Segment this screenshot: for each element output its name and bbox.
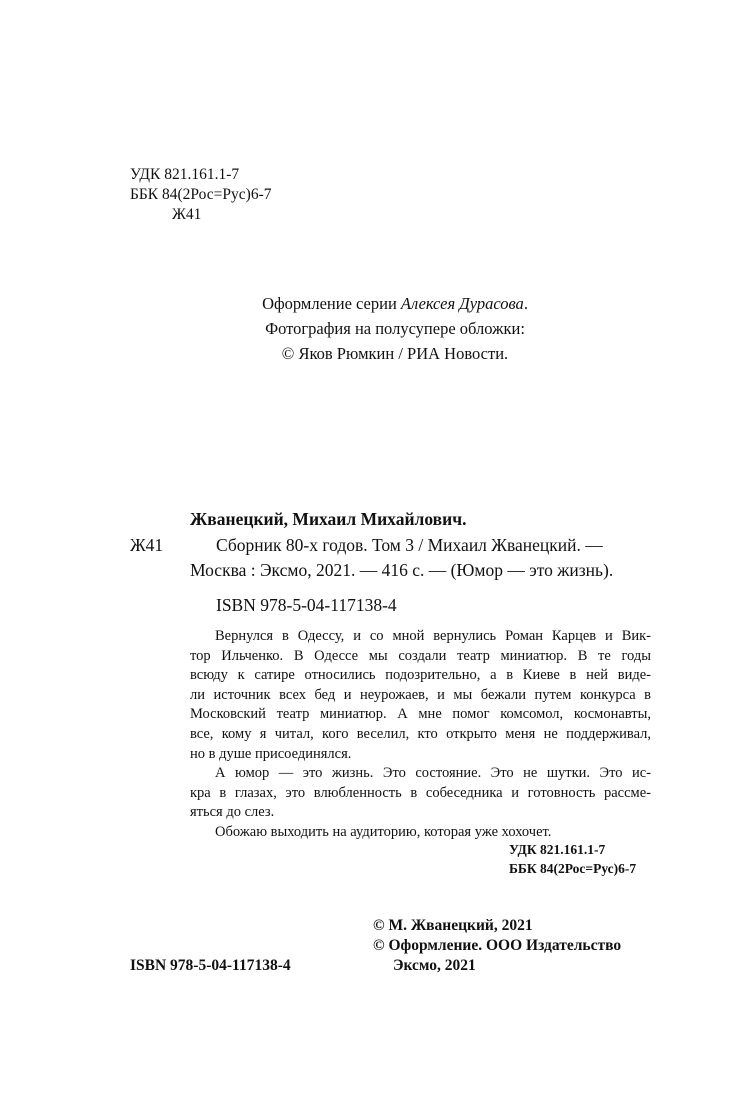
series-design-period: . xyxy=(523,294,528,313)
author-heading: Жванецкий, Михаил Михайлович. xyxy=(190,509,467,529)
annotation-line: Вернулся в Одессу, и со мной вернулись Роман Карцев и Вик- xyxy=(215,628,651,644)
copyright-design: © Оформление. ООО Издательство xyxy=(373,937,622,954)
annotation-line: все, кому я читал, кого веселил, кто открыто меня не поддерживал, xyxy=(190,725,651,742)
copyright-author: © М. Жванецкий, 2021 xyxy=(373,917,533,934)
series-design-label: Оформление серии xyxy=(262,294,401,313)
copyright-publisher: Эксмо, 2021 xyxy=(393,957,476,974)
annotation-line: Обожаю выходить на аудиторию, которая уже хохочет. xyxy=(215,823,552,840)
annotation-line: тор Ильченко. В Одессе мы создали театр миниатюр. В те годы xyxy=(190,647,651,664)
annotation-line: всюду к сатире относились подозрительно, а в Киеве в ней виде- xyxy=(190,667,651,684)
author-mark-record: Ж41 xyxy=(130,535,164,555)
annotation xyxy=(190,627,651,843)
annotation-line: яться до слез. xyxy=(190,804,275,821)
bbk-code: ББК 84(2Рос=Рус)6-7 xyxy=(130,186,272,203)
designer-name: Алексея Дурасова xyxy=(400,294,524,313)
udk-code-bottom: УДК 821.161.1-7 xyxy=(509,842,606,857)
isbn-record: ISBN 978-5-04-117138-4 xyxy=(216,595,397,615)
annotation-line: Московский театр миниатюр. А мне помог комсомол, космонавты, xyxy=(190,706,651,723)
isbn-bottom: ISBN 978-5-04-117138-4 xyxy=(130,957,291,974)
photo-credit-label: Фотография на полусупере обложки: xyxy=(265,319,525,338)
photo-credit-source: © Яков Рюмкин / РИА Новости. xyxy=(281,344,509,363)
author-mark: Ж41 xyxy=(172,206,202,223)
annotation-line: но в душе присоединялся. xyxy=(190,745,352,762)
series-design-credit xyxy=(150,291,640,316)
title-line-1: Сборник 80-х годов. Том 3 / Михаил Жванецкий. — xyxy=(216,535,603,555)
bbk-code-bottom: ББК 84(2Рос=Рус)6-7 xyxy=(509,861,637,876)
annotation-line: ли источник всех бед и неурожаев, и мы бежали путем конкурса в xyxy=(190,686,651,703)
title-line-2: Москва : Эксмо, 2021. — 416 с. — (Юмор — это жизнь). xyxy=(190,560,614,580)
annotation-line: А юмор — это жизнь. Это состояние. Это не шутки. Это ис- xyxy=(215,765,651,782)
udk-code: УДК 821.161.1-7 xyxy=(130,166,240,183)
annotation-line: кра в глазах, это влюбленность в собеседника и готовность рассме- xyxy=(190,784,651,801)
